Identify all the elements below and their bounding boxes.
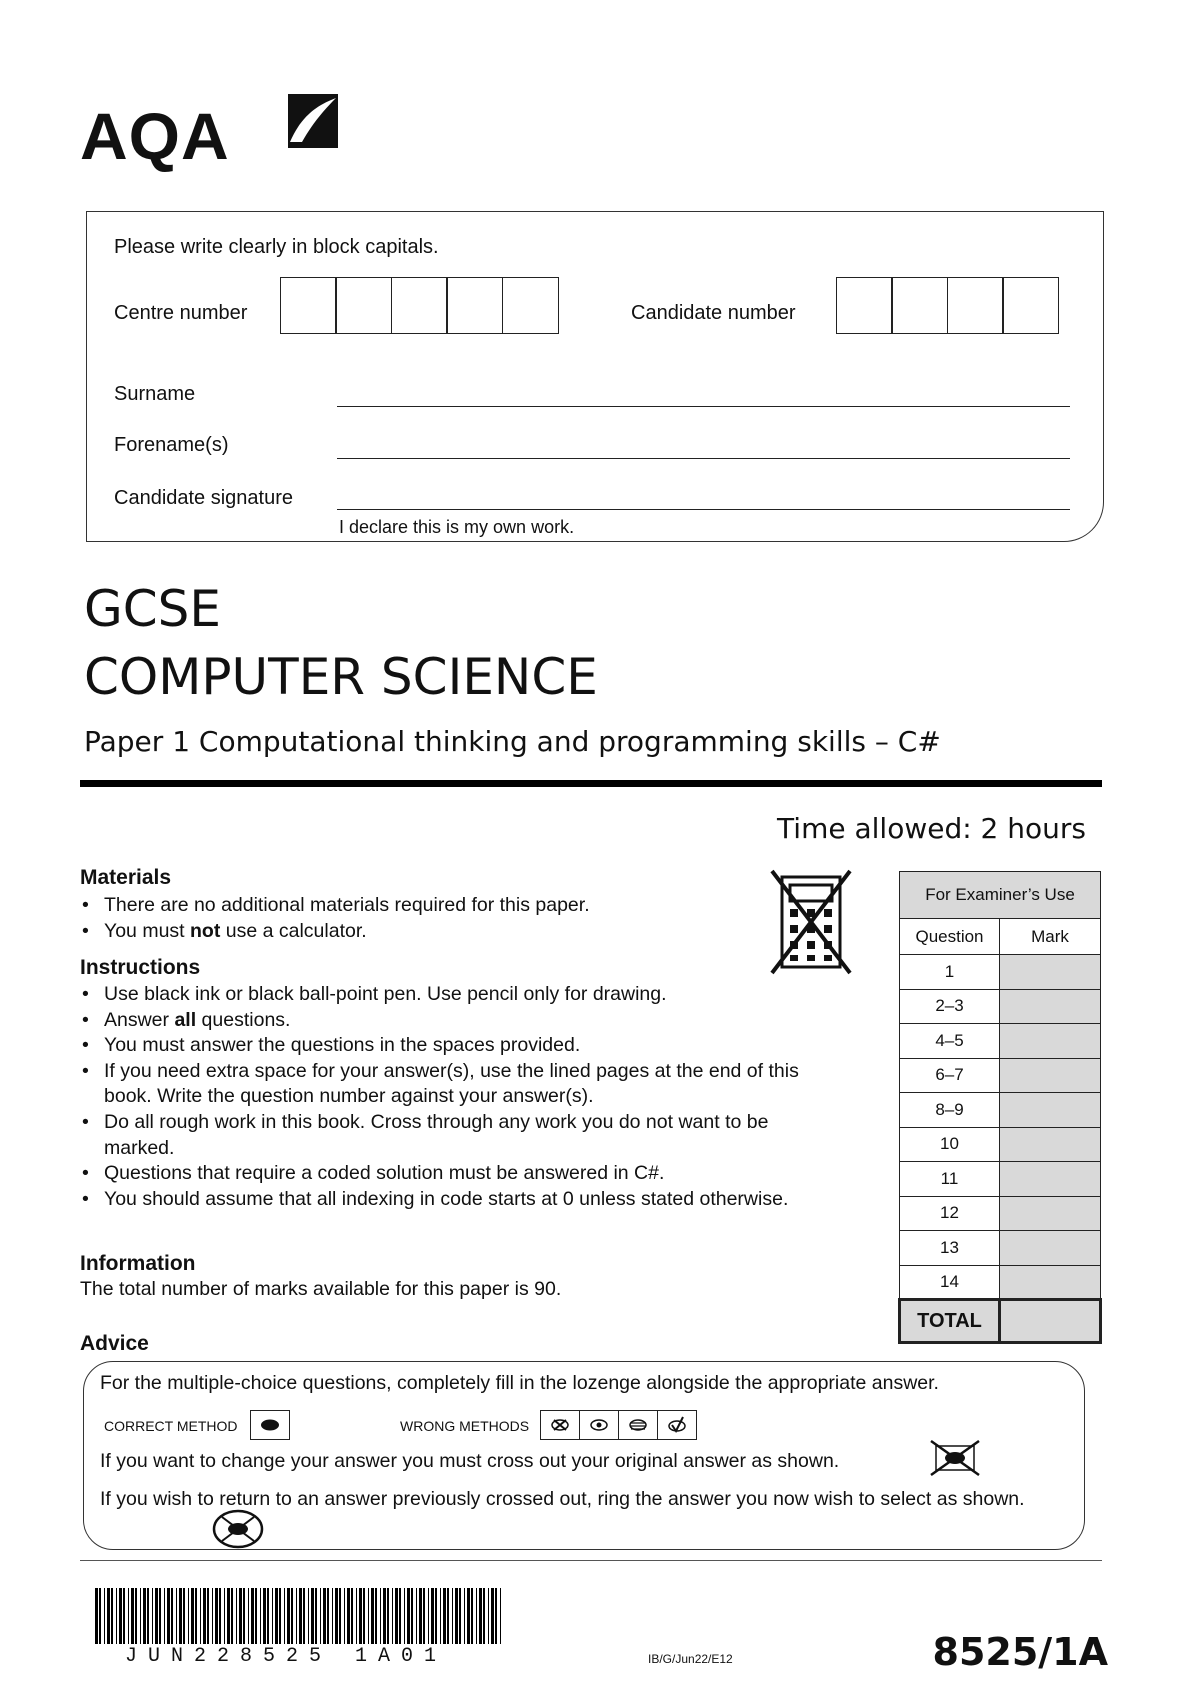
materials-list <box>80 893 760 944</box>
signature-field[interactable] <box>337 509 1070 510</box>
candidate-number-digit[interactable] <box>891 277 948 334</box>
no-calculator-icon <box>770 869 852 975</box>
mark-cell[interactable] <box>1000 1024 1101 1059</box>
wrong-methods-label: WRONG METHODS <box>400 1418 530 1434</box>
barcode-icon <box>95 1588 505 1644</box>
examiners-use-title: For Examiner’s Use <box>900 872 1101 919</box>
information-text: The total number of marks available for this paper is 90. <box>80 1278 562 1300</box>
question-number: 12 <box>900 1196 1000 1231</box>
mark-cell[interactable] <box>1000 1058 1101 1093</box>
filled-lozenge-icon <box>251 1411 289 1439</box>
mark-cell[interactable] <box>1000 955 1101 990</box>
mark-column-header: Mark <box>1000 919 1101 955</box>
subject-title: COMPUTER SCIENCE <box>84 648 598 706</box>
list-item: • You must answer the questions in the spaces provided. <box>80 1033 870 1059</box>
list-item: • You must not use a calculator. <box>80 919 760 945</box>
qualification-title: GCSE <box>84 580 221 638</box>
instructions-heading: Instructions <box>80 956 201 979</box>
centre-number-digit[interactable] <box>446 277 503 334</box>
list-item: • Answer all questions. <box>80 1008 870 1034</box>
centre-number-digit[interactable] <box>502 277 559 334</box>
declaration-text: I declare this is my own work. <box>339 517 575 537</box>
advice-heading: Advice <box>80 1332 149 1355</box>
mark-cell[interactable] <box>1000 1093 1101 1128</box>
ticked-lozenge-icon <box>657 1411 696 1439</box>
correct-method-label: CORRECT METHOD <box>104 1418 238 1434</box>
centre-number-digit[interactable] <box>280 277 337 334</box>
advice-change-answer-text: If you want to change your answer you must cross out your original answer as shown. <box>100 1450 840 1472</box>
list-item: • Use black ink or black ball-point pen. Use pencil only for drawing. <box>80 982 870 1008</box>
list-item: • Questions that require a coded solution must be answered in C#. <box>80 1161 870 1187</box>
list-item: • If you need extra space for your answer(s), use the lined pages at the end of this book. Write the question number against your answer(s). <box>80 1059 834 1110</box>
aqa-leaf-icon <box>280 92 340 150</box>
question-number: 11 <box>900 1162 1000 1197</box>
advice-return-answer-text: If you wish to return to an answer previously crossed out, ring the answer you now wish to select as shown. <box>100 1488 1025 1510</box>
total-label: TOTAL <box>900 1300 1000 1343</box>
question-number: 6–7 <box>900 1058 1000 1093</box>
centre-number-label: Centre number <box>114 302 248 324</box>
surname-field[interactable] <box>337 406 1070 407</box>
forename-field[interactable] <box>337 458 1070 459</box>
title-divider <box>80 780 1102 787</box>
mark-cell[interactable] <box>1000 1196 1101 1231</box>
surname-label: Surname <box>114 383 196 405</box>
question-number: 2–3 <box>900 989 1000 1024</box>
list-item: • You should assume that all indexing in code starts at 0 unless stated otherwise. <box>80 1187 870 1213</box>
dotted-lozenge-icon <box>579 1411 618 1439</box>
paper-title: Paper 1 Computational thinking and programming skills – C# <box>84 725 941 758</box>
information-heading: Information <box>80 1252 196 1275</box>
candidate-number-digit[interactable] <box>1002 277 1059 334</box>
question-number: 14 <box>900 1265 1000 1300</box>
question-number: 8–9 <box>900 1093 1000 1128</box>
list-item: • Do all rough work in this book. Cross through any work you do not want to be marked. <box>80 1110 794 1161</box>
candidate-number-field[interactable] <box>837 277 1059 334</box>
advice-multiple-choice-text: For the multiple-choice questions, completely fill in the lozenge alongside the appropriate answer. <box>100 1372 939 1394</box>
correct-method-example <box>250 1410 290 1440</box>
candidate-number-digit[interactable] <box>836 277 893 334</box>
barcode-text: JUN228525 1A01 <box>125 1645 448 1668</box>
instructions-list <box>80 982 870 1212</box>
examiners-use-table <box>898 871 1102 1344</box>
paper-code: 8525/1A <box>932 1630 1108 1674</box>
crossed-lozenge-icon <box>541 1411 579 1439</box>
document-reference: IB/G/Jun22/E12 <box>648 1652 733 1666</box>
ringed-lozenge-icon <box>210 1508 266 1550</box>
mark-cell[interactable] <box>1000 1265 1101 1300</box>
forename-label: Forename(s) <box>114 434 229 456</box>
centre-number-digit[interactable] <box>335 277 392 334</box>
question-column-header: Question <box>900 919 1000 955</box>
materials-heading: Materials <box>80 866 172 889</box>
list-item: • There are no additional materials required for this paper. <box>80 893 760 919</box>
mark-cell[interactable] <box>1000 1162 1101 1197</box>
centre-number-field[interactable] <box>281 277 559 334</box>
question-number: 10 <box>900 1127 1000 1162</box>
total-mark-cell[interactable] <box>1000 1300 1101 1343</box>
centre-number-digit[interactable] <box>391 277 448 334</box>
crossed-out-lozenge-icon <box>930 1440 980 1476</box>
mark-cell[interactable] <box>1000 989 1101 1024</box>
question-number: 1 <box>900 955 1000 990</box>
time-allowed: Time allowed: 2 hours <box>777 812 1086 845</box>
block-capitals-instruction: Please write clearly in block capitals. <box>114 236 439 258</box>
question-number: 4–5 <box>900 1024 1000 1059</box>
wrong-methods-examples <box>540 1410 697 1440</box>
mark-cell[interactable] <box>1000 1231 1101 1266</box>
candidate-number-label: Candidate number <box>631 302 796 324</box>
candidate-number-digit[interactable] <box>947 277 1004 334</box>
aqa-logo: AQA <box>80 99 230 173</box>
mark-cell[interactable] <box>1000 1127 1101 1162</box>
scribbled-lozenge-icon <box>618 1411 657 1439</box>
signature-label: Candidate signature <box>114 487 294 509</box>
footer-divider <box>80 1560 1102 1561</box>
question-number: 13 <box>900 1231 1000 1266</box>
